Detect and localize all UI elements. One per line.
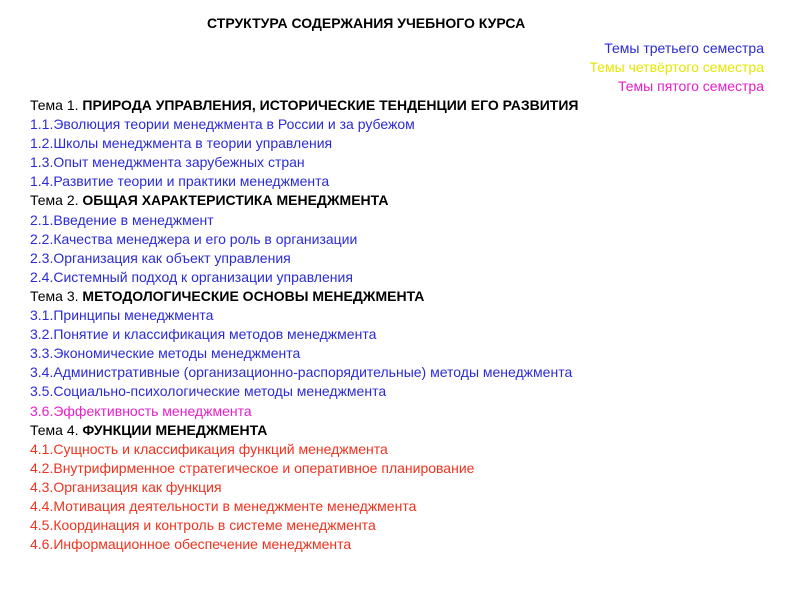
subtopic-item: 3.4.Административные (организационно-распорядительные) методы менеджмента [30,364,573,381]
legend-entry: Темы четвёртого семестра [589,59,764,75]
subtopic-item: 3.3.Экономические методы менеджмента [30,345,301,362]
subtopic-item: 3.6.Эффективность менеджмента [30,402,252,419]
legend-entry: Темы третьего семестра [604,40,764,56]
topic-heading [30,421,578,440]
subtopic-item: 1.4.Развитие теории и практики менеджмента [30,173,330,190]
subtopic-item: 4.5.Координация и контроль в системе менеджмента [30,517,376,534]
subtopic-item: 3.2.Понятие и классификация методов менеджмента [30,326,377,343]
page-title: СТРУКТУРА СОДЕРЖАНИЯ УЧЕБНОГО КУРСА [207,15,526,31]
subtopic-item: 1.3.Опыт менеджмента зарубежных стран [30,154,305,171]
topic-number: Тема 1. [30,97,79,113]
topic-number: Тема 2. [30,192,79,209]
subtopic-item: 4.3.Организация как функция [30,478,222,495]
subtopic-item: 4.6.Информационное обеспечение менеджмента [30,536,352,553]
topic-title: ФУНКЦИИ МЕНЕДЖМЕНТА [78,421,268,438]
topic-heading [30,96,578,115]
subtopic-item: 3.5.Социально-психологические методы менеджмента [30,383,387,400]
topic-number: Тема 3. [30,287,79,304]
subtopic-item: 2.2.Качества менеджера и его роль в организации [30,230,358,247]
subtopic-item: 1.2.Школы менеджмента в теории управления [30,135,333,152]
subtopic-item: 4.2.Внутрифирменное стратегическое и оперативное планирование [30,459,475,476]
topic-title: МЕТОДОЛОГИЧЕСКИЕ ОСНОВЫ МЕНЕДЖМЕНТА [78,287,425,304]
subtopic-item: 2.1.Введение в менеджмент [30,211,214,228]
topic-heading [30,191,578,210]
subtopic-item: 1.1.Эволюция теории менеджмента в России и за рубежом [30,116,415,133]
subtopic-item: 4.1.Сущность и классификация функций менеджмента [30,440,388,457]
topic-heading [30,287,578,306]
subtopic-item: 2.4.Системный подход к организации управления [30,268,353,285]
topic-title: ОБЩАЯ ХАРАКТЕРИСТИКА МЕНЕДЖМЕНТА [78,192,389,209]
course-structure-list [30,96,578,554]
topic-title: ПРИРОДА УПРАВЛЕНИЯ, ИСТОРИЧЕСКИЕ ТЕНДЕНЦИИ ЕГО РАЗВИТИЯ [78,97,579,113]
subtopic-item: 4.4.Мотивация деятельности в менеджменте менеджмента [30,497,417,514]
semester-legend [589,39,764,96]
topic-number: Тема 4. [30,421,79,438]
legend-entry: Темы пятого семестра [618,78,764,94]
subtopic-item: 2.3.Организация как объект управления [30,249,291,266]
subtopic-item: 3.1.Принципы менеджмента [30,307,214,324]
